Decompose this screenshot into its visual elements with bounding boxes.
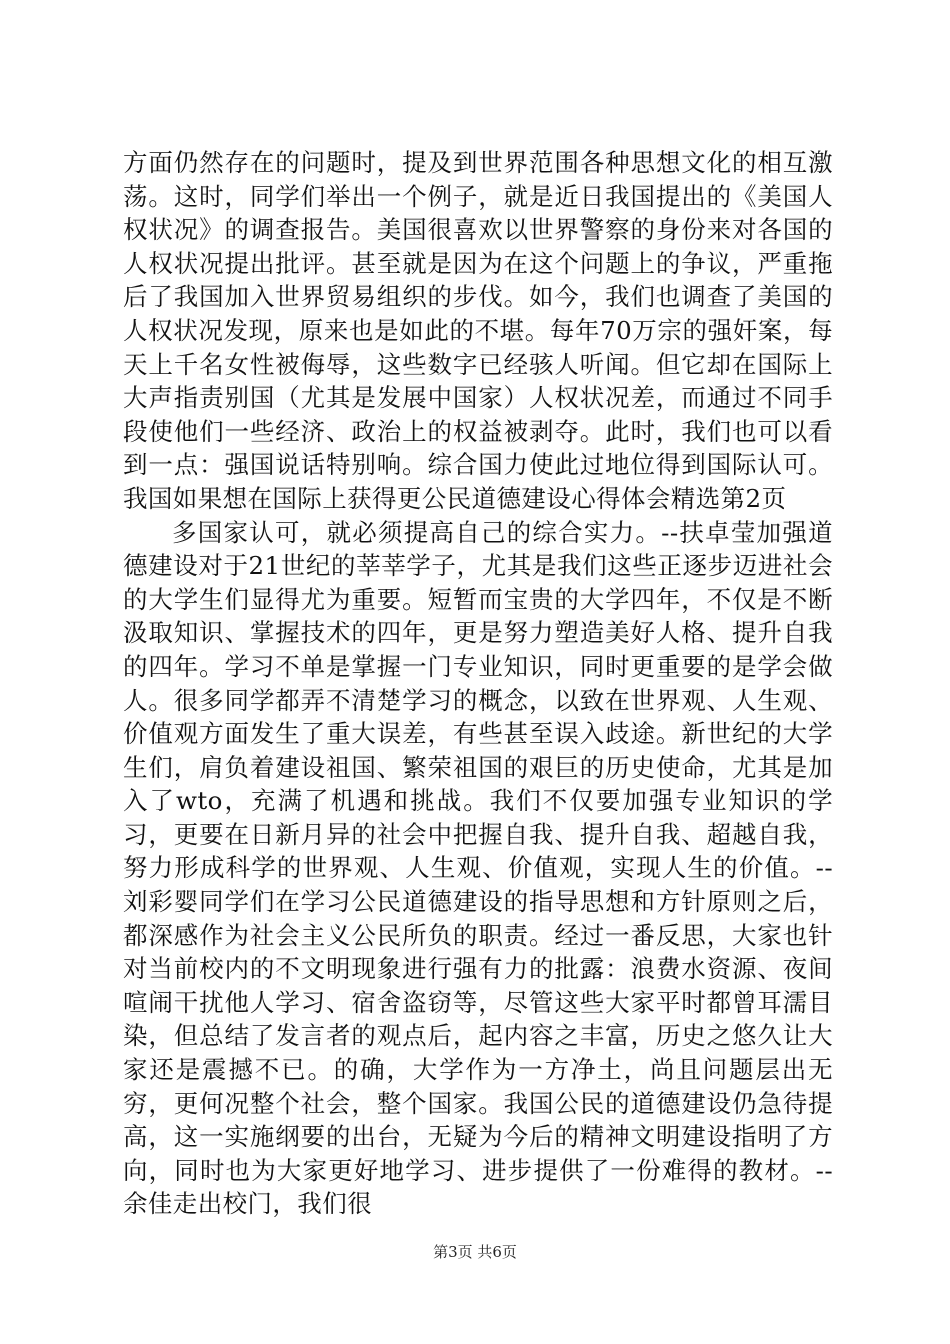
page-number-footer: 第3页 共6页 xyxy=(433,1243,517,1261)
document-body xyxy=(123,146,833,1221)
paragraph-1: 方面仍然存在的问题时，提及到世界范围各种思想文化的相互激荡。这时，同学们举出一个例子，就是近日我国提出的《美国人权状况》的调查报告。美国很喜欢以世界警察的身份来对各国的人权状况提出批评。甚至就是因为在这个问题上的争议，严重拖后了我国加入世界贸易组织的步伐。如今，我们也调查了美国的人权状况发现，原来也是如此的不堪。每年70万宗的强奸案，每天上千名女性被侮辱，这些数字已经骇人听闻。但它却在国际上大声指责别国（尤其是发展中国家）人权状况差，而通过不同手段使他们一些经济、政治上的权益被剥夺。此时，我们也可以看到一点：强国说话特别响。综合国力使此过地位得到国际认可。我国如果想在国际上获得更公民道德建设心得体会精选第2页 xyxy=(123,148,833,513)
paragraph-2: 多国家认可，就必须提高自己的综合实力。--扶卓莹加强道德建设对于21世纪的莘莘学子，尤其是我们这些正逐步迈进社会的大学生们显得尤为重要。短暂而宝贵的大学四年，不仅是不断汲取知识、掌握技术的四年，更是努力塑造美好人格、提升自我的四年。学习不单是掌握一门专业知识，同时更重要的是学会做人。很多同学都弄不清楚学习的概念，以致在世界观、人生观、价值观方面发生了重大误差，有些甚至误入歧途。新世纪的大学生们，肩负着建设祖国、繁荣祖国的艰巨的历史使命，尤其是加入了wto，充满了机遇和挑战。我们不仅要加强专业知识的学习，更要在日新月异的社会中把握自我、提升自我、超越自我，努力形成科学的世界观、人生观、价值观，实现人生的价值。--刘彩婴同学们在学习公民道德建设的指导思想和方针原则之后，都深感作为社会主义公民所负的职责。经过一番反思，大家也针对当前校内的不文明现象进行强有力的批露：浪费水资源、夜间喧闹干扰他人学习、宿舍盗窃等，尽管这些大家平时都曾耳濡目染，但总结了发言者的观点后，起内容之丰富，历史之悠久让大家还是震撼不已。的确，大学作为一方净土，尚且问题层出无穷，更何况整个社会，整个国家。我国公民的道德建设仍急待提高，这一实施纲要的出台，无疑为今后的精神文明建设指明了方向，同时也为大家更好地学习、进步提供了一份难得的教材。--余佳走出校门，我们很 xyxy=(123,517,833,1219)
